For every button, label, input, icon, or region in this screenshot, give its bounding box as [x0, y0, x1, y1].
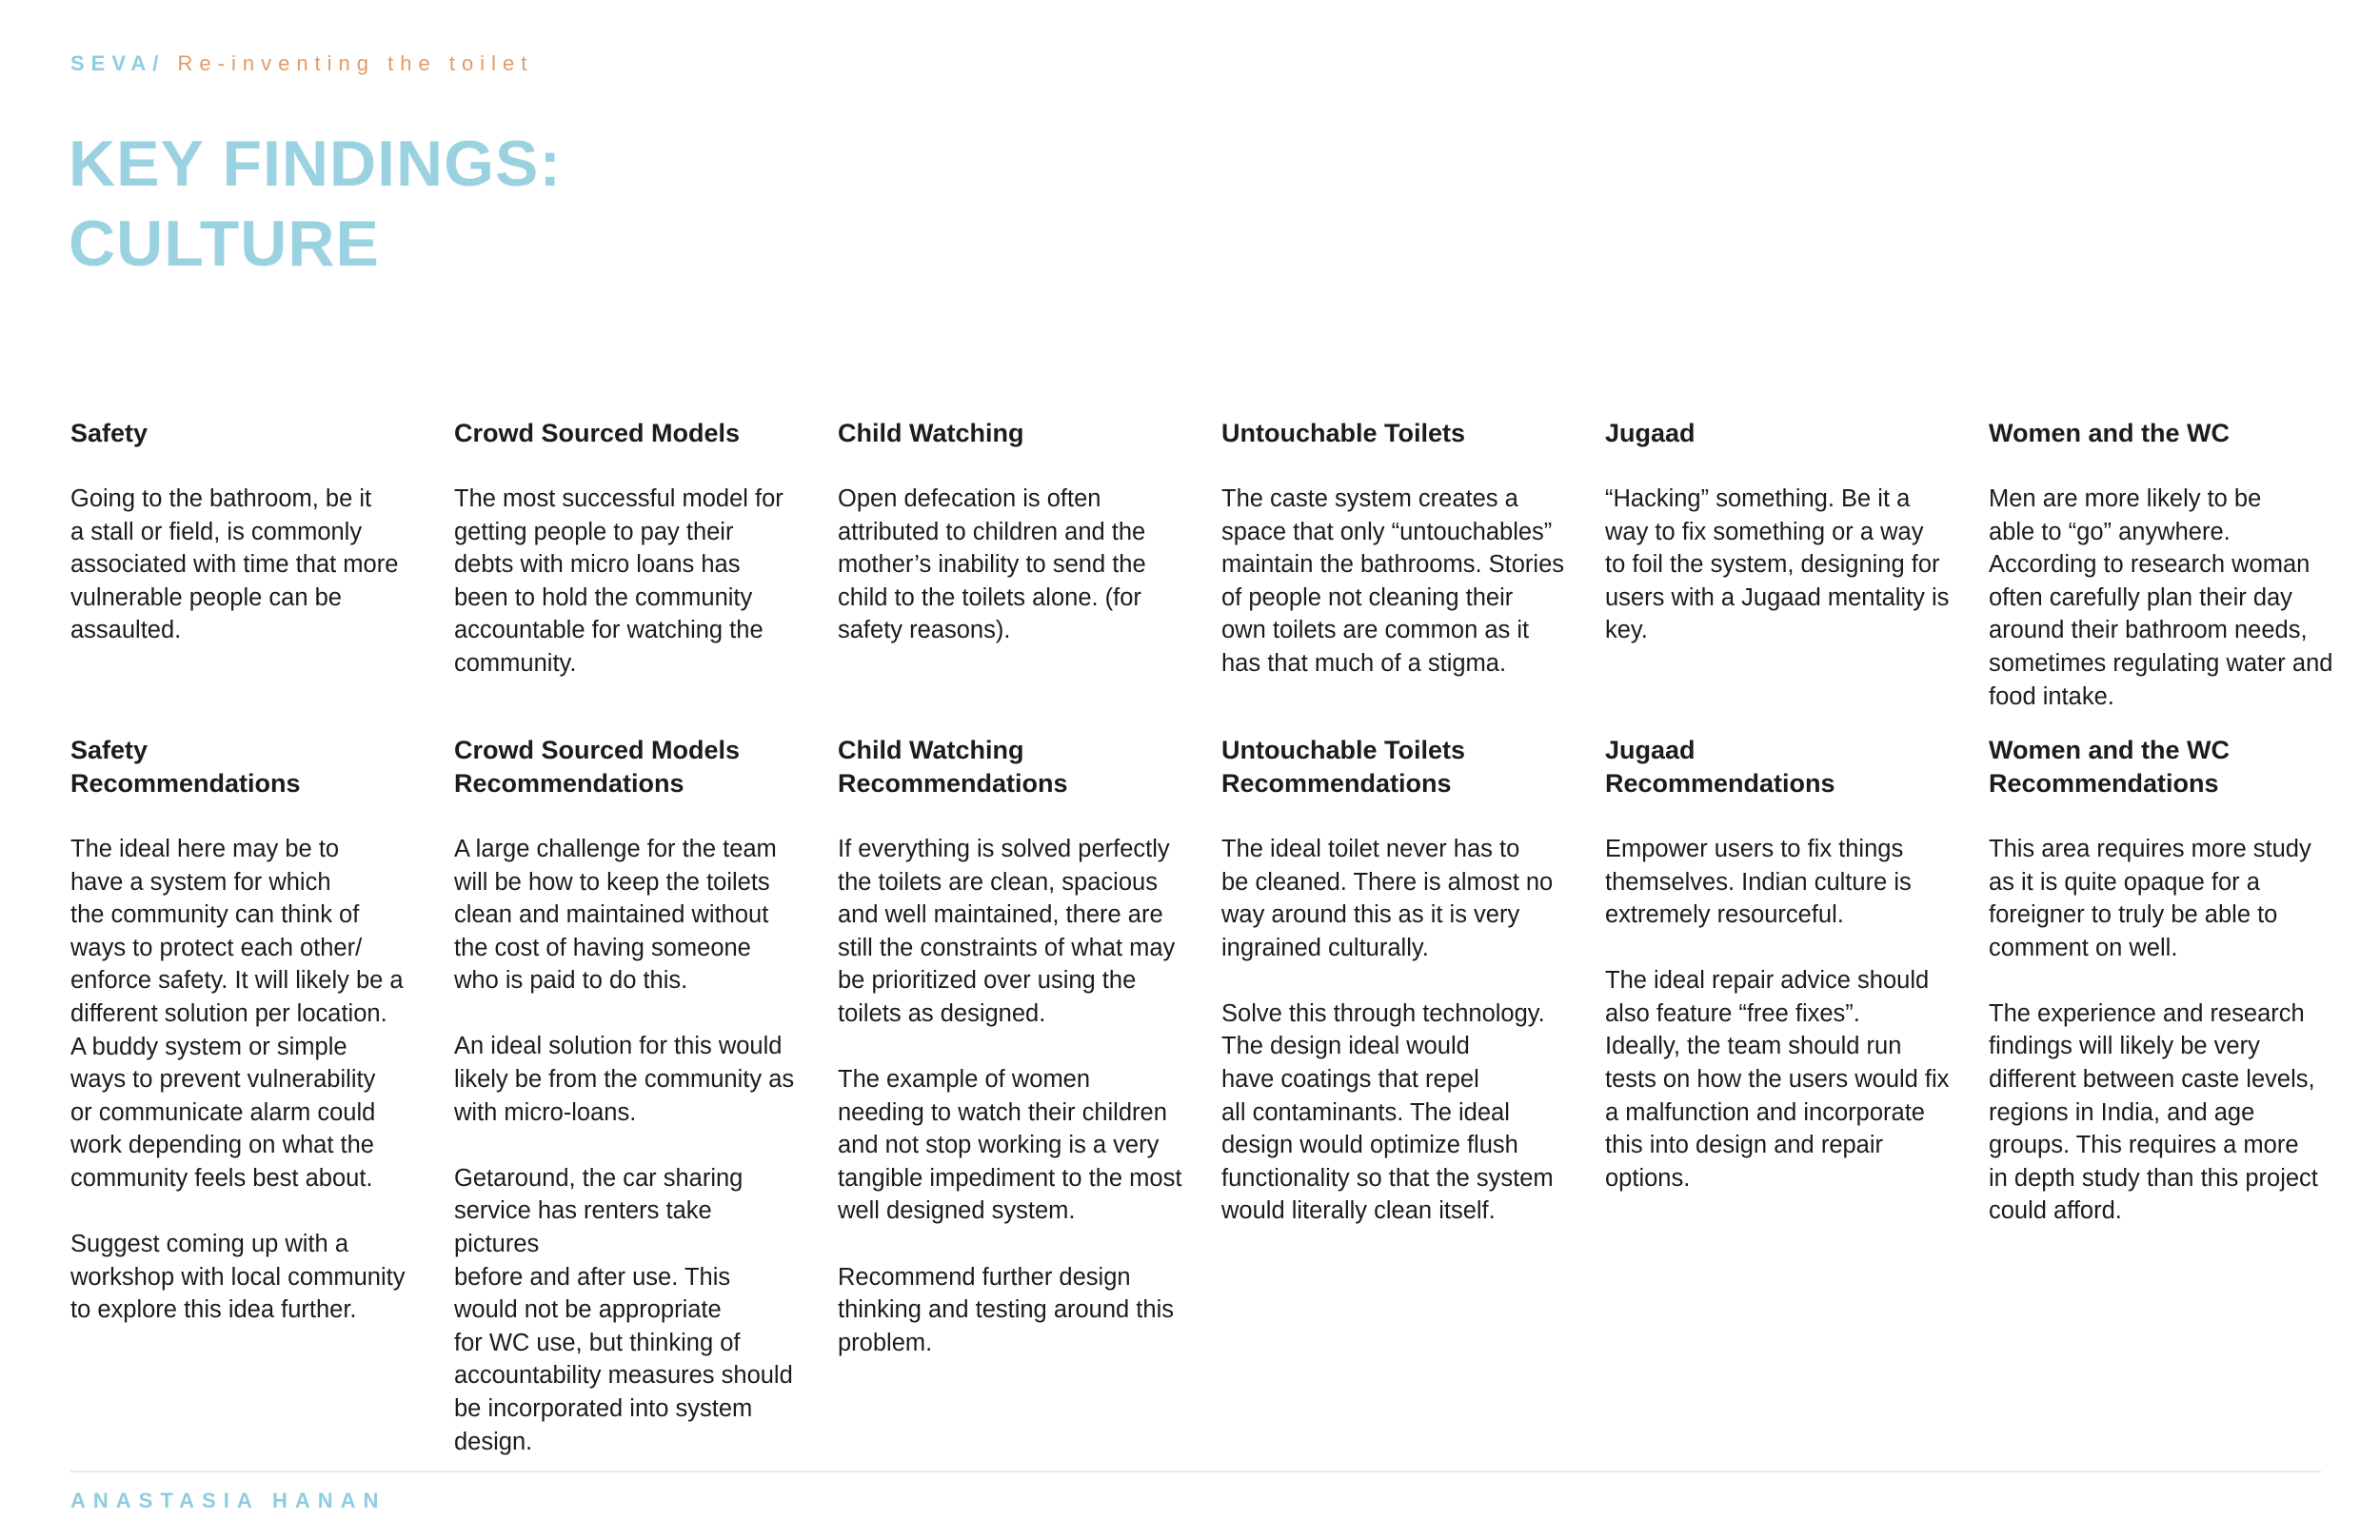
footer-author: ANASTASIA HANAN	[70, 1489, 387, 1512]
recommendation-heading: Safety Recommendations	[70, 736, 301, 798]
finding-heading: Safety	[70, 419, 149, 447]
finding-heading: Jugaad	[1605, 419, 1696, 447]
recommendation-paragraph: This area requires more study as it is quite opaque for a foreigner to truly be able to comment on well.	[1989, 836, 2311, 961]
finding-text: Open defecation is often attributed to children and the mother’s inability to send the child to the toilets alone. (for safety reasons).	[838, 485, 1146, 644]
recommendation-safety	[70, 734, 419, 1327]
finding-untouchable-toilets	[1221, 417, 1570, 681]
recommendation-child-watching	[838, 734, 1186, 1359]
recommendation-paragraph: Solve this through technology. The design ideal would have coatings that repel all contaminants. The ideal design would optimize flush functionality so that the system would literally clean itself.	[1221, 999, 1554, 1225]
finding-heading: Crowd Sourced Models	[454, 419, 741, 447]
recommendation-paragraph: The experience and research findings will likely be very different between caste levels, regions in India, and age groups. This requires a more in depth study than this project could afford.	[1989, 999, 2318, 1225]
finding-heading: Untouchable Toilets	[1221, 419, 1466, 447]
brand-label: SEVA/	[70, 51, 166, 75]
finding-text: The caste system creates a space that only “untouchables” maintain the bathrooms. Stories of people not cleaning their own toilets are common as it has that much of a stigma.	[1221, 485, 1565, 677]
finding-text: “Hacking” something. Be it a way to fix something or a way to foil the system, designing for users with a Jugaad mentality is key.	[1605, 485, 1950, 644]
footer-divider	[70, 1471, 2321, 1472]
recommendation-heading: Jugaad Recommendations	[1605, 736, 1835, 798]
recommendation-paragraph: Recommend further design thinking and testing around this problem.	[838, 1263, 1174, 1356]
recommendation-paragraph: The example of women needing to watch their children and not stop working is a very tangible impediment to the most well designed system.	[838, 1066, 1182, 1225]
recommendation-heading: Crowd Sourced Models Recommendations	[454, 736, 741, 798]
page-title	[69, 124, 562, 284]
recommendation-paragraph: An ideal solution for this would likely be from the community as with micro-loans.	[454, 1033, 795, 1126]
document-subtitle: Re-inventing the toilet	[177, 51, 534, 75]
recommendation-heading: Women and the WC Recommendations	[1989, 736, 2230, 798]
finding-child-watching	[838, 417, 1186, 647]
finding-heading: Women and the WC	[1989, 419, 2230, 447]
finding-jugaad	[1605, 417, 1954, 647]
recommendation-paragraph: Getaround, the car sharing service has renters take pictures before and after use. This would not be appropriate for WC use, but thinking of accountability measures should be incorporated into system design.	[454, 1164, 793, 1455]
recommendation-paragraph: If everything is solved perfectly the toilets are clean, spacious and well maintained, there are still the constraints of what may be prioritized over using the toilets as designed.	[838, 836, 1176, 1027]
page-title-line-2: CULTURE	[69, 207, 380, 280]
recommendation-women-and-the-wc	[1989, 734, 2337, 1228]
recommendation-paragraph: The ideal here may be to have a system for which the community can think of ways to protect each other/ enforce safety. It will likely be a different solution per location. A buddy system or simple ways to prevent vulnerability or communicate alarm could work depending on what the community feels best about.	[70, 836, 404, 1192]
recommendation-untouchable-toilets	[1221, 734, 1570, 1228]
finding-crowd-sourced-models	[454, 417, 803, 681]
finding-women-and-the-wc	[1989, 417, 2337, 713]
recommendation-jugaad	[1605, 734, 1954, 1194]
finding-text: The most successful model for getting people to pay their debts with micro loans has been to hold the community accountable for watching the community.	[454, 485, 783, 677]
recommendation-paragraph: The ideal toilet never has to be cleaned. There is almost no way around this as it is very ingrained culturally.	[1221, 836, 1554, 961]
recommendation-paragraph: The ideal repair advice should also feature “free fixes”. Ideally, the team should run tests on how the users would fix a malfunction and incorporate this into design and repair options.	[1605, 967, 1950, 1192]
running-header	[70, 51, 533, 76]
recommendation-paragraph: A large challenge for the team will be how to keep the toilets clean and maintained without the cost of having someone who is paid to do this.	[454, 836, 777, 995]
finding-text: Men are more likely to be able to “go” anywhere. According to research woman often carefully plan their day around their bathroom needs, sometimes regulating water and food intake.	[1989, 485, 2333, 710]
finding-heading: Child Watching	[838, 419, 1024, 447]
recommendation-crowd-sourced-models	[454, 734, 803, 1458]
recommendation-paragraph: Empower users to fix things themselves. Indian culture is extremely resourceful.	[1605, 836, 1912, 929]
finding-text: Going to the bathroom, be it a stall or field, is commonly associated with time that more vulnerable people can be assaulted.	[70, 485, 399, 644]
recommendation-heading: Untouchable Toilets Recommendations	[1221, 736, 1466, 798]
recommendation-heading: Child Watching Recommendations	[838, 736, 1068, 798]
recommendation-paragraph: Suggest coming up with a workshop with local community to explore this idea further.	[70, 1231, 406, 1324]
finding-safety	[70, 417, 419, 647]
page-title-line-1: KEY FINDINGS:	[69, 128, 563, 200]
